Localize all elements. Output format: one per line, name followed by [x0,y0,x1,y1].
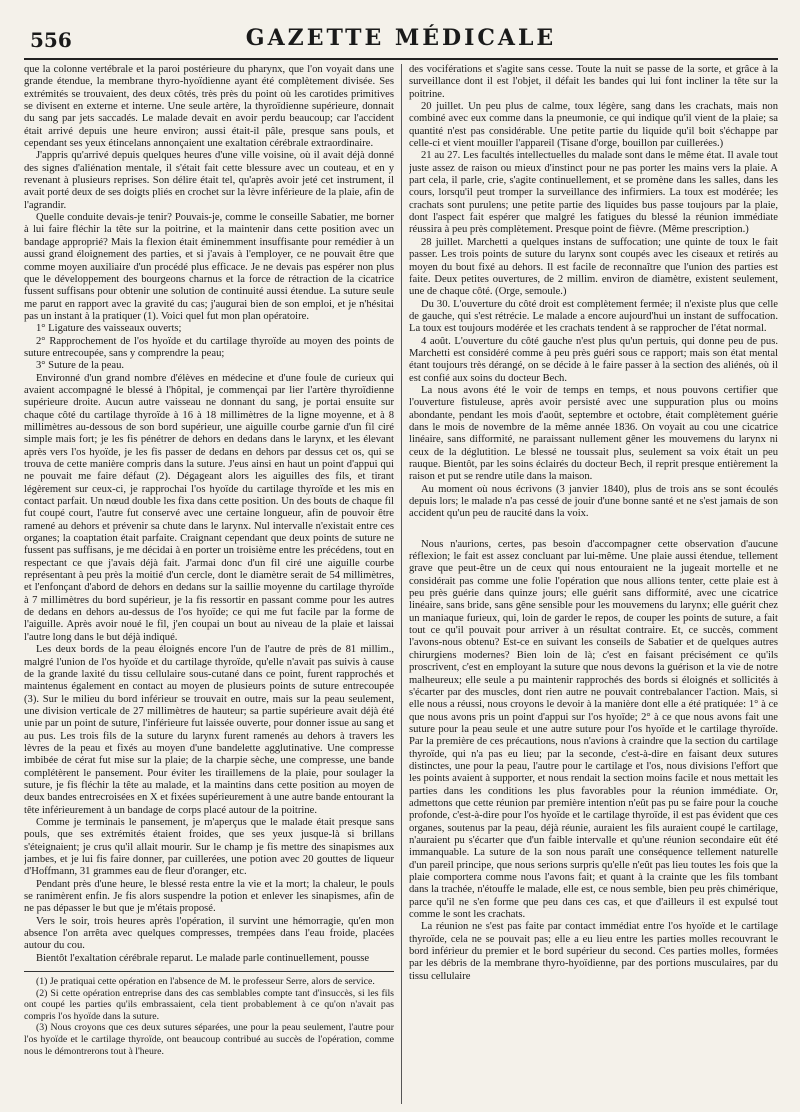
paragraph: Vers le soir, trois heures après l'opération, il survint une hémorragie, qu'en mon absence l'on arrêta avec quelques compresses, trempées dans l'eau froide, placées autour du cou. [24,915,394,952]
paragraph: 21 au 27. Les facultés intellectuelles du malade sont dans le même état. Il avale tout juste assez de raison ou mieux d'instinct pour ne pas porter les mains vers la plaie. A part cela, il parle, crie, s'agite continuellement, et se promène dans les salles, dans les cours, lorsqu'il peut tromper la surveillance des infirmiers. La toux est modérée; les crachats sont purulens; une petite partie des liquides bus passe toujours par la plaie, dont l'aspect fait espérer que malgré les fatigues du blessé la réunion immédiate réussira à peu près complètement. Presque point de fièvre. (Même prescription.) [409,150,778,236]
paragraph: 3° Suture de la peau. [36,360,125,372]
paragraph: 4 août. L'ouverture du côté gauche n'est plus qu'un pertuis, qui donne peu de pus. Marchetti est considéré comme à peu près guéri sous ce rapport; mais son état mental étant toujours très dérangé, on se décide à le faire passer à la section des aliénés, où il est confié aux soins du docteur Bech. [409,335,778,384]
page-title: GAZETTE MÉDICALE [245,25,557,51]
paragraph: Les deux bords de la peau éloignés encore l'un de l'autre de près de 81 millim., malgré l'union de l'os hyoïde et du cartilage thyroïde, qu'elle n'avait pas suivis à cause de la grande laxité du tissu cellulaire sous-cutané dans ce point, furent rapprochés et maintenus également en contact au moyen de plusieurs points de suture entrecoupée (3). Sur le milieu du bord inférieur se trouvait en outre, mais sur la peau seulement, une division verticale de 27 millimètres de hauteur; sa partie supérieure avait déjà été unie par un point de suture, l'inférieure fut laissée ouverte, pour donner issue au sang et au pus. Les trois fils de la suture du larynx furent ramenés au dehors à travers les lèvres de la peau et fixés au moyen d'une bandelette agglutinative. Une compresse imbibée de cérat fut mise sur la plaie; de la charpie sèche, une compresse, une bande complétèrent le pansement. Pour éviter les tiraillemens de la plaie, pour soulager la suture, je fis fléchir la tête au malade, et la maintins dans cette position au moyen de deux bandes entrecroisées en X et fixées supérieurement à une autre bande entourant la tête inférieurement à un bandage de corps placé autour de la poitrine. [24,644,394,816]
footnote-rule [24,971,394,972]
footnotes [24,976,394,1057]
paragraph: Environné d'un grand nombre d'élèves en médecine et d'une foule de curieux qui avaient accompagné le blessé à l'hôpital, je commençai par lier l'artère thyroïdienne supérieure droite. Aucun autre vaisseau ne donnant du sang, je portai ensuite sur chaque côté du cartilage thyroïde à 16 à 18 millimètres de la ligne moyenne, et à 8 millimètres au-dessous de son bord supérieur, une aiguille courbe garnie d'un fil ciré simple mais fort; je les fis pénétrer de dehors en dedans dans le larynx, et les élevant après vers l'os hyoïde, je les fis passer de dedans en dehors par dessus cet os, qui se trouva de cette manière compris dans la suture. J'eus ainsi en haut un point d'appui qui ne pouvait me faire défaut (2). Dégageant alors les aiguilles des fils, et tirant légèrement sur ceux-ci, je rapprochai l'os hyoïde du cartilage thyroïde et les mis en contact parfait. Un nœud double les fixa dans cette position. Un des bouts de chaque fil fut coupé court, l'autre fut conservé avec une certaine longueur, afin de pouvoir être ramené au dehors et prévenir sa chute dans le larynx. Nul intervalle n'existait entre ces organes; la coaptation était parfaite. Craignant cependant que deux points de suture ne fussent pas suffisans, je me décidai à en porter un troisième entre les précédens, tout en respectant ce que j'avais déjà fait. J'armai donc d'un fil ciré une aiguille courbe représentant à peu près la moitié d'un cercle, dont le diamètre serait de 54 millimètres, et l'enfonçant d'abord de dehors en dedans sur la saillie moyenne du cartilage thyroïde à 7 millimètres du bord supérieur, je la fis ressortir en passant comme pour les autres de dedans en dehors au-dessus de l'os hyoïde; ce qui me fut facile par la forme de l'aiguille. Après avoir noué le fil, j'en coupai un bout au niveau de la plaie et laissai l'autre long dans le but déjà indiqué. [24,372,394,643]
footnote: (1) Je pratiquai cette opération en l'absence de M. le professeur Serre, alors de service. [36,976,375,988]
paragraph: La nous avons été le voir de temps en temps, et nous pouvons certifier que l'ouverture fistuleuse, après avoir persisté avec une suppuration plus ou moins abondante, pendant les mois d'août, septembre et octobre, était complètement guérie dans le mois de novembre de la même année 1836. On voyait au cou une cicatrice linéaire, sans difformité, ne paraissant nullement gêner les mouvemens du larynx ni ceux de la déglutition. Le blessé ne toussait plus, seulement sa voix était un peu rauque. Bientôt, par les soins éclairés du docteur Bech, il reprit presque entièrement la raison et put se rendre utile dans la maison. [409,384,778,483]
paragraph: Nous n'aurions, certes, pas besoin d'accompagner cette observation d'aucune réflexion; le fait est assez concluant par lui-même. Une plaie aussi étendue, tellement grave que peut-être un de ceux qui nous entouraient ne la jugeait mortelle et ne considérait pas comme une folie l'opération que nous allions tenter, cette plaie est à peu près guérie dans quinze jours; elle guérit sans difformité, avec une cicatrice linéaire, sans bride, sans gêne sensible pour les mouvemens du larynx; elle guérit chez un maniaque furieux, qui, loin de garder le repos, de couper les points de suture, a fait tout ce qu'il pouvait pour arriver à un résultat contraire. Et, ce succès, comment l'avons-nous obtenu? Est-ce en suivant les conseils de Sabatier et de quelques autres chirurgiens modernes? Bien loin de là; c'est en faisant précisément ce qu'ils proscrivent, c'est en employant la suture que nous devons la guérison et la vie de notre malheureux; elle seule a pu maintenir rapprochés des bords si éloignés et sollicités à s'écarter par des muscles, dont rien autre ne pouvait contrebalancer l'action. Mais, si elle nous a réussi, nous croyons le devoir à la manière dont elle a été pratiquée: 1° à ce que nous avons pris un point d'appui sur l'os hyoïde; 2° à ce que nous avons fait une suture pour la peau seule et une autre suture pour l'os hyoïde et le cartilage thyroïde. Par la première de ces précautions, nous n'avions à craindre que la section du cartilage thyroïde, qui n'a pas eu lieu; par la seconde, c'est-à-dire en faisant deux sutures distinctes, une pour la peau, l'autre pour le cartilage et l'os, nous divisions l'effort que les points avaient à supporter, et nous rendait la section moins facile et nous mettait les parties dans les conditions les plus favorables pour la réunion immédiate. Or, admettons que cette réunion par première intention n'eût pas pu se faire pour la couche profonde, c'est-à-dire pour l'os hyoïde et le cartilage thyroïde, il est pas évident que ces organes, soutenus par la peau, déjà réunie, auraient les fils auraient coupé le cartilage, n'auraient pu s'écarter que d'un faible intervalle et qu'une réunion secondaire eût été immanquable. La suture de la son nous paraît une conséquence tellement naturelle d'un pareil principe, que nous serions surpris qu'elle n'eût pas lieu toutes les fois que la plaie comportera comme nous l'avons fait; et quant à la crainte que les fils tombant dans la trachée, n'étouffe le malade, elle est, ce nous semble, bien peu près chimérique, parce qu'il ne s'en forme que peu dans ces cas, et que d'ailleurs il est expulsé tout comme le sont les crachats. [409,538,778,921]
page-header [24,18,778,60]
paragraph: 28 juillet. Marchetti a quelques instans de suffocation; une quinte de toux le fait passer. Les trois points de suture du larynx sont coupés avec les ciseaux et retirés au moyen du bout fixé au dehors. Il est facile de reconnaître que l'union des parties est faite. Deux petites ouvertures, de 2 millim. environ de diamètre, existent seulement, une de chaque côté. (Orge, semoule.) [409,236,778,298]
page-number: 556 [30,28,72,52]
paragraph: La réunion ne s'est pas faite par contact immédiat entre l'os hyoïde et le cartilage thyroïde, cela ne se pouvait pas; elle a eu lieu entre les parties molles recouvrant le bord inférieur du premier et le bord supérieur du second. Ces parties molles, formées par les débris de la membrane thyro-hyoïdienne, par des portions musculaires, par du tissu cellulaire [409,921,778,982]
paragraph: J'appris qu'arrivé depuis quelques heures d'une ville voisine, où il avait déjà donné des signes d'aliénation mentale, il s'était fait cette blessure avec un couteau, et en y revenant à plusieurs reprises. Son délire était tel, qu'après avoir jeté cet instrument, il avait porté deux de ses doigts pliés en crochet sur la lèvre inférieure de la plaie, afin de l'agrandir. [24,150,394,211]
text-columns [24,64,778,1104]
paragraph: 1° Ligature des vaisseaux ouverts; [36,323,182,335]
paragraph: que la colonne vertébrale et la paroi postérieure du pharynx, que l'on voyait dans une grande étendue, la membrane thyro-hyoïdienne ayant été complètement divisée. Ses extrémités se trouvaient, des deux côtés, très près du point où les carotides primitives se divisent en externe et interne. Une seule artère, la thyroïdienne supérieure, donnait du sang par jets saccadés. Le malade devait en avoir perdu beaucoup; car l'accident était arrivé depuis une heure environ; aussi était-il pâle, presque sans pouls, et cependant ses yeux étincelans annonçaient une exaltation cérébrale extraordinaire. [24,64,394,150]
paragraph: Du 30. L'ouverture du côté droit est complètement fermée; il n'existe plus que celle de gauche, qui s'est rétrécie. Le malade a encore aujourd'hui un instant de suffocation. La toux est toujours modérée et les crachats tendent à se rapprocher de l'état normal. [409,298,778,335]
paragraph: Comme je terminais le pansement, je m'aperçus que le malade était presque sans pouls, que ses extrémités étaient froides, que ses yeux jusque-là si brillans s'éteignaient; je crus qu'il allait mourir. Sur le champ je fis mettre des sinapismes aux jambes, et je lui fis faire donner, par cuillerées, une potion avec 20 gouttes de liqueur d'Hoffmann, 31 grammes eau de fleur d'oranger, etc. [24,816,394,878]
paragraph: 2° Rapprochement de l'os hyoïde et du cartilage thyroïde au moyen des points de suture entrecoupée, sans y comprendre la peau; [24,335,394,359]
paragraph: des vociférations et s'agite sans cesse. Toute la nuit se passe de la sorte, et grâce à la surveillance dont il est l'objet, il défait les bandes qui lui font incliner la tête sur la poitrine. [409,64,778,100]
right-column [409,64,778,1104]
paragraph: Bientôt l'exaltation cérébrale reparut. Le malade parle continuellement, pousse [36,952,370,964]
paragraph: Quelle conduite devais-je tenir? Pouvais-je, comme le conseille Sabatier, me borner à lui faire fléchir la tête sur la poitrine, et la maintenir dans cette position avec un bandage approprié? Mais la flexion était éminemment insuffisante pour remédier à un aussi grand éloignement des parties, et si j'avais à l'employer, ce ne pouvait être que comme moyen auxiliaire d'un procédé plus efficace. Je ne devais pas espérer non plus que le développement des bourgeons charnus et la force de rétraction de la cicatrice fussent suffisans pour obtenir une solution de continuité aussi étendue. La suture seule me parut en rapport avec la gravité du cas; j'augurai bien de son emploi, et je n'hésitai pas un instant à la pratiquer (1). Voici quel fut mon plan opératoire. [24,212,394,322]
column-divider [401,64,402,1104]
paragraph: 20 juillet. Un peu plus de calme, toux légère, sang dans les crachats, mais non combiné avec eux comme dans la pneumonie, ce qui indique qu'il vient de la plaie; sa quantité n'est pas considérable. Une petite partie du liquide qu'il boit s'échappe par celle-ci et vient mouiller l'appareil (Tisane d'orge, bouillon par cuillerées.) [409,101,778,150]
left-column [24,64,394,1104]
footnote: (3) Nous croyons que ces deux sutures séparées, une pour la peau seulement, l'autre pour l'os hyoïde et le cartilage thyroïde, ont beaucoup contribué au succès de l'opération, comme nous le démontrerons tout à l'heure. [24,1022,394,1057]
section-gap [409,521,778,539]
paragraph: Pendant près d'une heure, le blessé resta entre la vie et la mort; la chaleur, le pouls se ranimèrent enfin. Je fis alors suspendre la potion et enlever les sinapismes, afin de ne pas dépasser le but que je m'étais proposé. [24,878,394,915]
paragraph: Au moment où nous écrivons (3 janvier 1840), plus de trois ans se sont écoulés depuis lors; le malade n'a pas cessé de jouir d'une bonne santé et ne s'est jamais de son accident qu'un peu de raucité dans la voix. [409,483,778,520]
footnote: (2) Si cette opération entreprise dans des cas semblables compte tant d'insuccès, si les fils ont coupé les parties qu'ils embrassaient, cela tient probablement à ce qu'on n'avait pas compris l'os hyoïde dans la suture. [24,987,394,1022]
